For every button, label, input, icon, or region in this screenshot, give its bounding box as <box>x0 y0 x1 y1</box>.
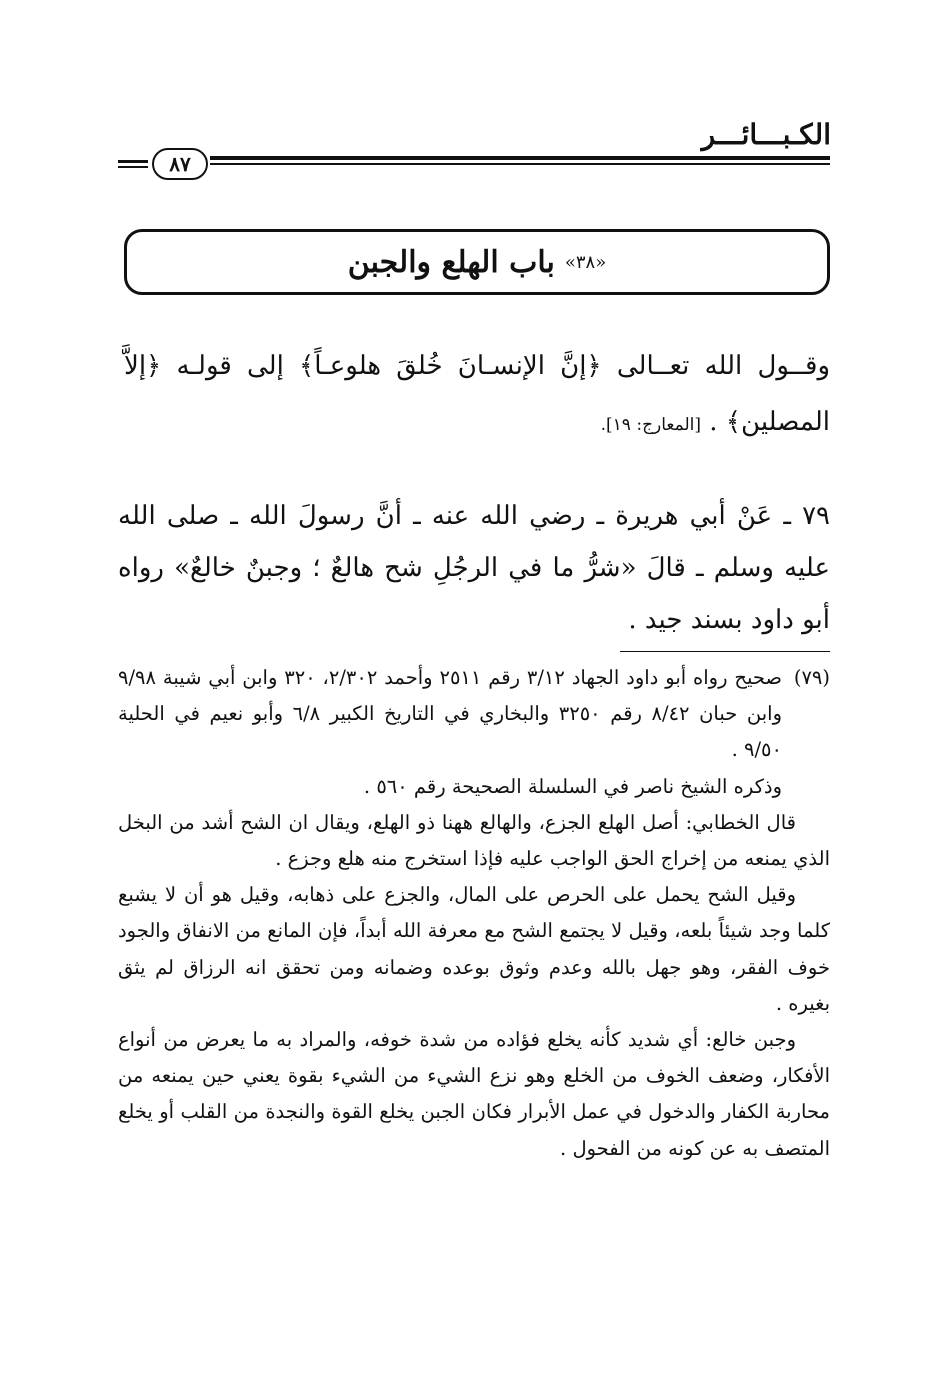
footnote-source: صحيح رواه أبو داود الجهاد ٣/١٢ رقم ٢٥١١ وأحمد ٢/٣٠٢، ٣٢٠ وابن أبي شيبة ٩/٩٨ وابن حبان ٨/٤٢ رقم ٣٢٥٠ والبخاري في التاريخ الكبير ٦/٨ وأبو نعيم في الحلية ٩/٥٠ . <box>118 666 782 762</box>
page-number: ٨٧ <box>152 148 208 180</box>
footnote-jubn: وجبن خالع: أي شديد كأنه يخلع فؤاده من شدة خوفه، والمراد به ما يعرض من أنواع الأفكار، وضعف الخوف من الخلع وهو نزع الشيء من الشيء بقوة يعني حين يمنعه من محاربة الكفار والدخول في عمل الأبرار فكان الجبن يخلع القوة والنجدة من القلب أو يخلع المتصف به عن كونه من الفحول . <box>118 1028 830 1160</box>
footnote-divider <box>620 651 830 652</box>
header-rule-short <box>118 160 148 168</box>
quran-verse <box>124 338 830 453</box>
footnote-source-row <box>118 660 830 769</box>
book-title: الكـبـــائـــر <box>701 118 831 151</box>
footnote-nasser: وذكره الشيخ ناصر في السلسلة الصحيحة رقم ٥٦٠ . <box>363 774 782 798</box>
chapter-title: باب الهلع والجبن <box>347 244 555 280</box>
footnote-qila: وقيل الشح يحمل على الحرص على المال، والجزع على ذهابه، وقيل هو أن لا يشبع كلما وجد شيئاً بلعه، وقيل لا يجتمع الشح مع معرفة الله أبداً، فإن المانع من الانفاق والجود خوف الفقر، وهو جهل بالله وعدم وثوق بوعده وضمانه ومن تحقق انه الرزاق لم يثق بغيره . <box>118 883 830 1015</box>
chapter-number: «٣٨» <box>564 251 607 273</box>
chapter-title-box <box>124 229 830 295</box>
header-rule <box>210 156 830 165</box>
verse-reference: [المعارج: ١٩]. <box>600 415 701 435</box>
footnote-khattabi: قال الخطابي: أصل الهلع الجزع، والهالع ههنا ذو الهلع، ويقال ان الشح أشد من البخل الذي يمنعه من إخراج الحق الواجب عليه فإذا استخرج منه هلع وجزع . <box>118 810 830 871</box>
footnote-number: (٧٩) <box>793 666 830 689</box>
hadith-text: ٧٩ ـ عَنْ أبي هريرة ـ رضي الله عنه ـ أنَّ رسولَ الله ـ صلى الله عليه وسلم ـ قالَ «شرُّ ما في الرجُلِ شح هالعٌ ؛ وجبنٌ خالعٌ» رواه أبو داود بسند جيد . <box>118 501 830 635</box>
footnotes <box>118 660 830 1167</box>
verse-text: وقــول الله تعــالى ﴿إنَّ الإنسـانَ خُلقَ هلوعـاً﴾ إلى قولـه ﴿إلاَّ المصلين﴾ . <box>124 351 830 437</box>
